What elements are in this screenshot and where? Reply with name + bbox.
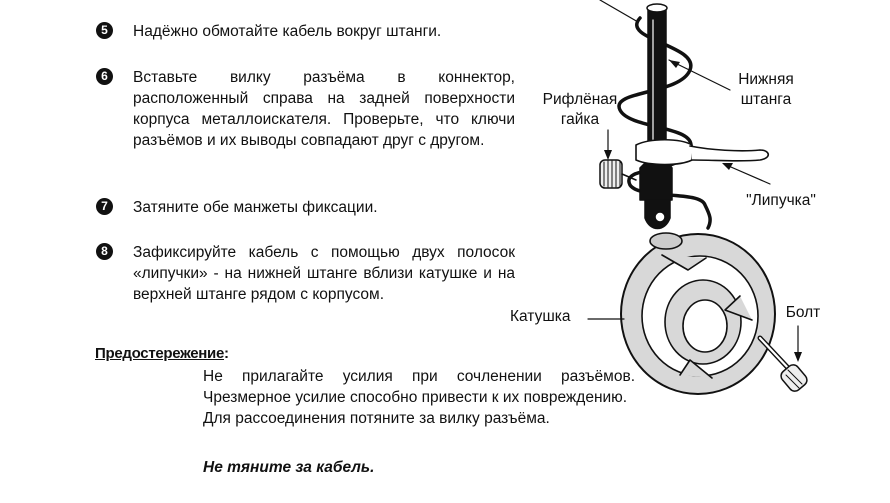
label-lower-shaft bbox=[728, 70, 804, 110]
warning-emphasis: Не тяните за кабель. bbox=[203, 459, 375, 476]
step-text: Надёжно обмотайте кабель вокруг штанги. bbox=[133, 23, 442, 40]
label-bolt: Болт bbox=[785, 304, 821, 321]
warning-title-text: Предостережение bbox=[95, 345, 225, 362]
label-lower-shaft-1: Нижняя bbox=[738, 71, 794, 88]
label-velcro: "Липучка" bbox=[746, 192, 816, 209]
bolt bbox=[760, 338, 809, 394]
label-knurled-nut bbox=[530, 90, 630, 130]
search-coil bbox=[621, 233, 775, 394]
warning-colon: : bbox=[224, 345, 229, 362]
step-text: Зафиксируйте кабель с помощью двух полосок «липучки» - на нижней штанге вблизи катушке и на верхней штанге рядом с корпусом. bbox=[133, 244, 515, 303]
label-lower-shaft-2: штанга bbox=[740, 91, 792, 108]
step-number: 5 bbox=[96, 22, 113, 39]
shaft-top bbox=[647, 4, 667, 12]
label-nut-1: Рифлёная bbox=[542, 91, 618, 108]
yoke-hole bbox=[655, 212, 665, 222]
warning-line-2: Для рассоединения потяните за вилку разъёма. bbox=[203, 410, 550, 427]
step-number: 7 bbox=[96, 198, 113, 215]
step-number: 6 bbox=[96, 68, 113, 85]
velcro-strap bbox=[636, 140, 692, 165]
warning-line-1: Не прилагайте усилия при сочленении разъёмов. Чрезмерное усилие способно привести к их повреждению. bbox=[203, 368, 635, 406]
leader-top bbox=[600, 0, 638, 22]
step-text: Затяните обе манжеты фиксации. bbox=[133, 199, 378, 216]
leader-velcro bbox=[724, 164, 770, 184]
lower-shaft bbox=[640, 8, 672, 200]
velcro-tail bbox=[690, 146, 768, 161]
label-coil: Катушка bbox=[510, 308, 571, 325]
step-number: 8 bbox=[96, 243, 113, 260]
step-text: Вставьте вилку разъёма в коннектор, расположенный справа на задней поверхности корпуса металлоискателя. Проверьте, что ключи разъёмов и их выводы совпадают друг с другом. bbox=[133, 69, 515, 149]
label-nut-2: гайка bbox=[560, 111, 600, 128]
